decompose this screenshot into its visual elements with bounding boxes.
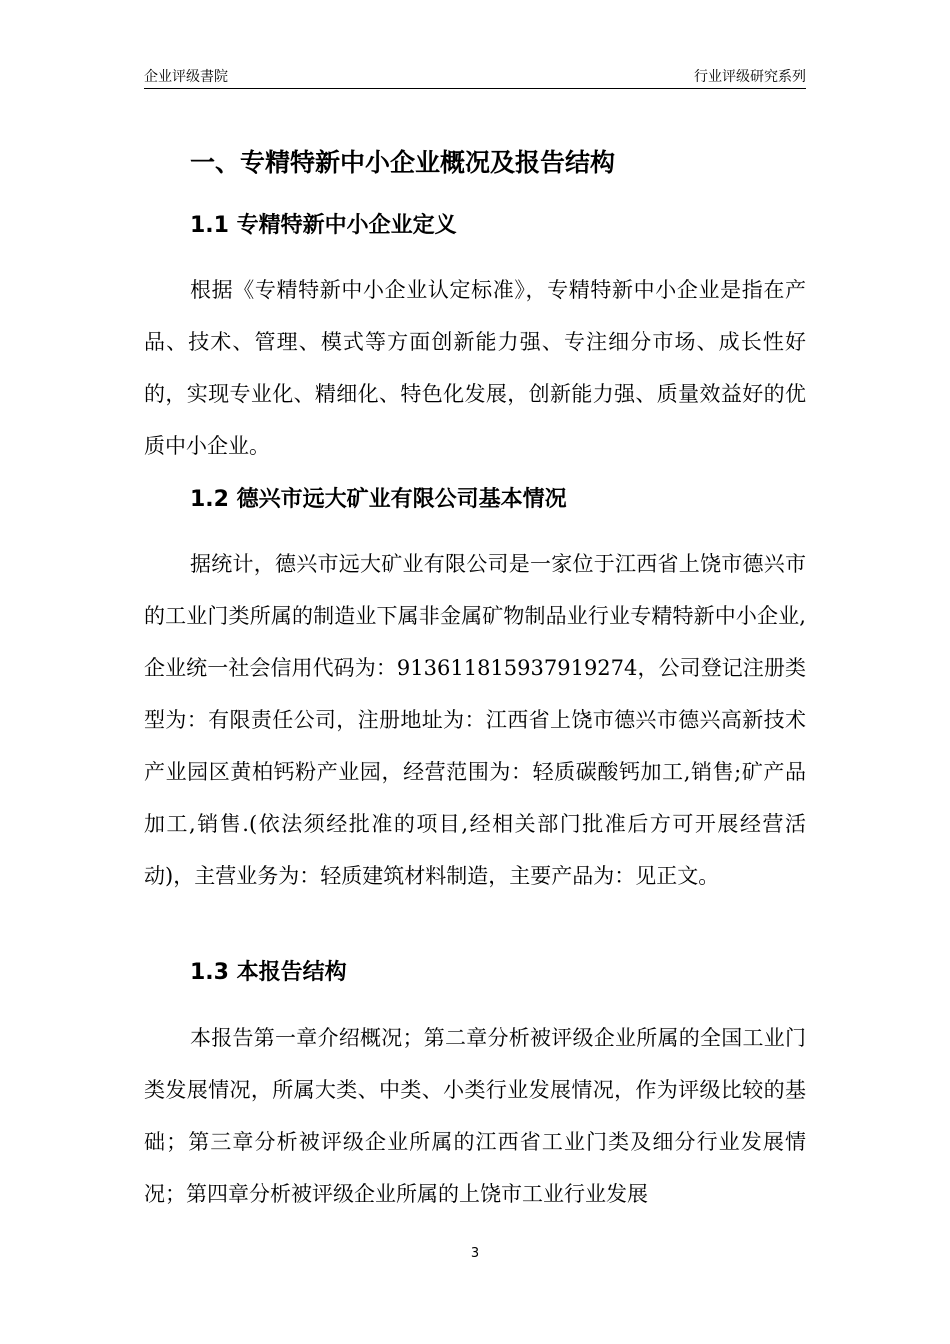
subsection-title-1-2: 1.2 德兴市远大矿业有限公司基本情况 — [190, 487, 567, 512]
page-number: 3 — [470, 1246, 480, 1261]
paragraph-definition: 根据《专精特新中小企业认定标准》，专精特新中小企业是指在产品、技术、管理、模式等方面创新能力强、专注细分市场、成长性好的，实现专业化、精细化、特色化发展，创新能力强、质量效益好的优质中小企业。 — [144, 278, 806, 458]
section-title: 一、专精特新中小企业概况及报告结构 — [190, 148, 616, 177]
paragraph-company-info: 据统计，德兴市远大矿业有限公司是一家位于江西省上饶市德兴市的工业门类所属的制造业下属非金属矿物制品业行业专精特新中小企业,企业统一社会信用代码为：913611815937919274，公司登记注册类型为：有限责任公司，注册地址为：江西省上饶市德兴市德兴高新技术产业园区黄柏钙粉产业园，经营范围为：轻质碳酸钙加工,销售;矿产品加工,销售.(依法须经批准的项目,经相关部门批准后方可开展经营活动)，主营业务为：轻质建筑材料制造，主要产品为：见正文。 — [144, 552, 806, 888]
paragraph-report-structure: 本报告第一章介绍概况；第二章分析被评级企业所属的全国工业门类发展情况，所属大类、中类、小类行业发展情况，作为评级比较的基础；第三章分析被评级企业所属的江西省工业门类及细分行业发展情况；第四章分析被评级企业所属的上饶市工业行业发展 — [144, 1026, 806, 1206]
page-header — [144, 68, 806, 89]
header-left-text: 企业评级書院 — [144, 69, 228, 85]
header-right-text: 行业评级研究系列 — [694, 69, 806, 85]
subsection-title-1-1: 1.1 专精特新中小企业定义 — [190, 213, 457, 238]
subsection-title-1-3: 1.3 本报告结构 — [190, 960, 347, 985]
